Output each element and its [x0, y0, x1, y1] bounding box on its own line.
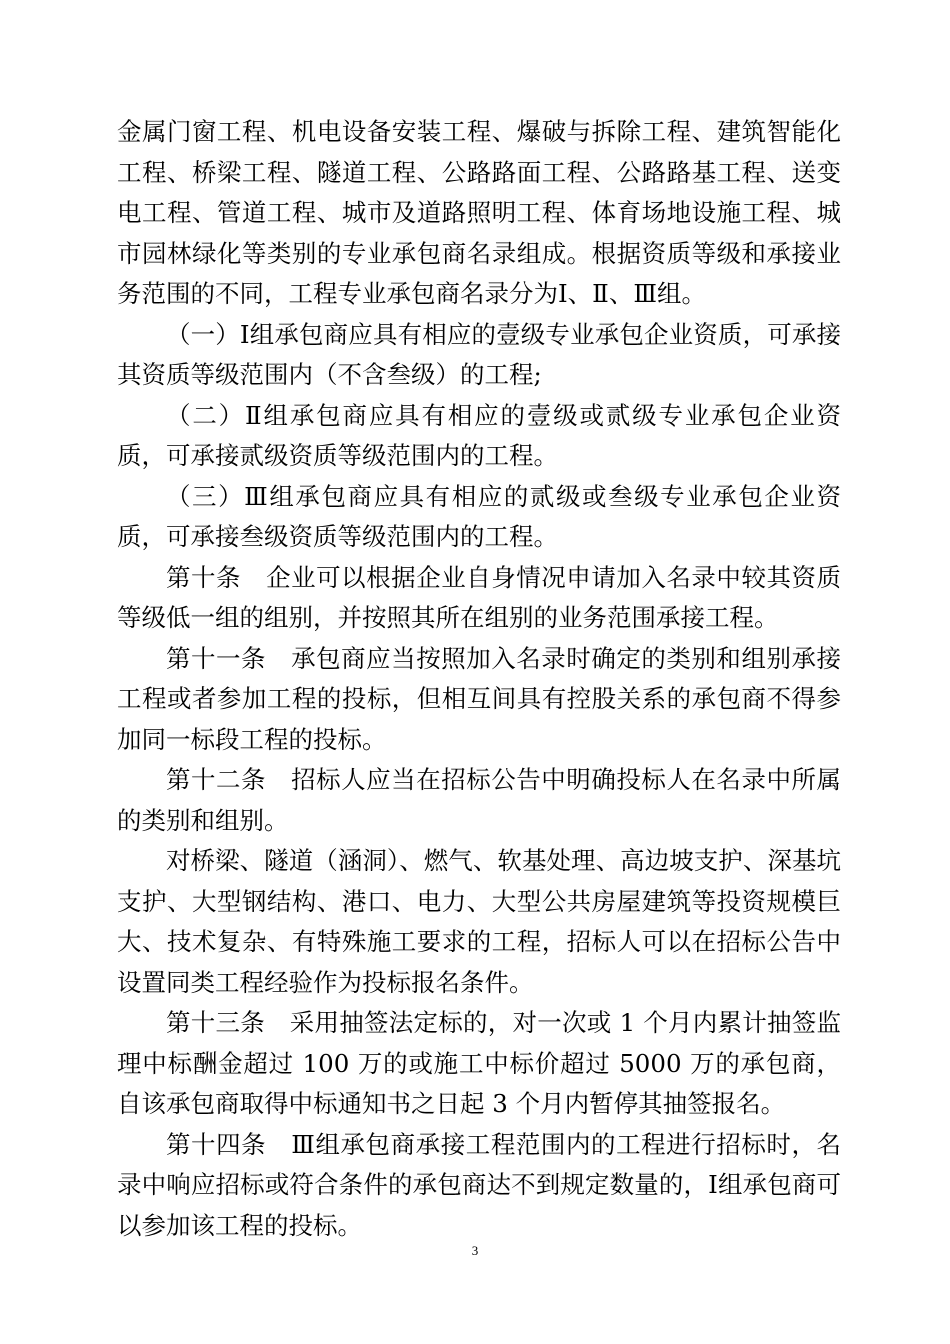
page-number: 3 — [471, 1243, 479, 1258]
paragraph-article-14: 第十四条 Ⅲ组承包商承接工程范围内的工程进行招标时，名录中响应招标或符合条件的承包商达不到规定数量的，Ⅰ组承包商可以参加该工程的投标。 — [117, 1129, 841, 1240]
paragraph-categories-continued: 金属门窗工程、机电设备安装工程、爆破与拆除工程、建筑智能化工程、桥梁工程、隧道工程、公路路面工程、公路路基工程、送变电工程、管道工程、城市及道路照明工程、体育场地设施工程、城市园林绿化等类别的专业承包商名录组成。根据资质等级和承接业务范围的不同，工程专业承包商名录分为Ⅰ、Ⅱ、Ⅲ组。 — [117, 117, 841, 308]
paragraph-group-3: （三）Ⅲ组承包商应具有相应的贰级或叁级专业承包企业资质，可承接叁级资质等级范围内的工程。 — [117, 481, 841, 551]
paragraph-group-1: （一）Ⅰ组承包商应具有相应的壹级专业承包企业资质，可承接其资质等级范围内（不含叁级）的工程; — [117, 319, 841, 389]
paragraph-article-12: 第十二条 招标人应当在招标公告中明确投标人在名录中所属的类别和组别。 — [117, 765, 841, 835]
paragraph-article-11: 第十一条 承包商应当按照加入名录时确定的类别和组别承接工程或者参加工程的投标，但相互间具有控股关系的承包商不得参加同一标段工程的投标。 — [117, 643, 841, 754]
paragraph-article-12-supplement: 对桥梁、隧道（涵洞）、燃气、软基处理、高边坡支护、深基坑支护、大型钢结构、港口、电力、大型公共房屋建筑等投资规模巨大、技术复杂、有特殊施工要求的工程，招标人可以在招标公告中设置同类工程经验作为投标报名条件。 — [117, 846, 841, 997]
paragraph-group-2: （二）Ⅱ组承包商应具有相应的壹级或贰级专业承包企业资质，可承接贰级资质等级范围内的工程。 — [117, 400, 841, 470]
document-body — [117, 112, 841, 1246]
paragraph-article-10: 第十条 企业可以根据企业自身情况申请加入名录中较其资质等级低一组的组别，并按照其所在组别的业务范围承接工程。 — [117, 562, 841, 632]
paragraph-article-13: 第十三条 采用抽签法定标的，对一次或 1 个月内累计抽签监理中标酬金超过 100 万的或施工中标价超过 5000 万的承包商，自该承包商取得中标通知书之日起 3 个月内暂停其抽签报名。 — [117, 1008, 841, 1118]
